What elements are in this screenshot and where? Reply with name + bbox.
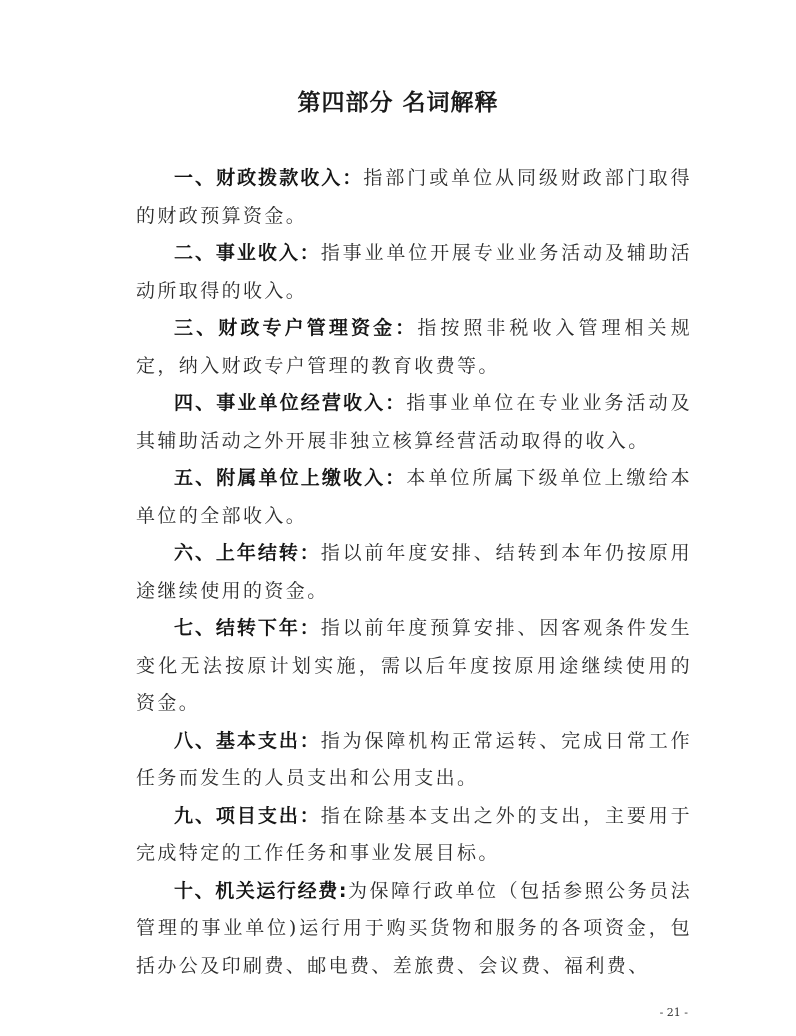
entry-definition: 指在除基本支出之外的支出，主要用于完成特定的工作任务和事业发展目标。 <box>136 804 692 864</box>
page-number: - 21 - <box>659 1006 688 1019</box>
entry-term: 三、财政专户管理资金： <box>174 317 418 339</box>
glossary-entry-10 <box>136 873 692 986</box>
glossary-entry-6 <box>136 535 692 610</box>
glossary-entry-3 <box>136 310 692 385</box>
page-title: 第四部分 名词解释 <box>297 90 499 116</box>
glossary-entry-2 <box>136 235 692 310</box>
entry-definition: 本单位所属下级单位上缴给本单位的全部收入。 <box>136 467 692 527</box>
entry-definition: 指以前年度安排、结转到本年仍按原用途继续使用的资金。 <box>136 542 692 602</box>
entry-term: 六、上年结转： <box>174 542 321 564</box>
entry-definition: 指为保障机构正常运转、完成日常工作任务而发生的人员支出和公用支出。 <box>136 729 692 789</box>
glossary-entry-1 <box>136 160 692 235</box>
glossary-body <box>136 160 692 985</box>
entry-definition: 指按照非税收入管理相关规定，纳入财政专户管理的教育收费等。 <box>136 317 692 377</box>
glossary-entry-5 <box>136 460 692 535</box>
entry-definition: 指事业单位在专业业务活动及其辅助活动之外开展非独立核算经营活动取得的收入。 <box>136 392 692 452</box>
entry-definition: 指部门或单位从同级财政部门取得的财政预算资金。 <box>136 167 692 227</box>
entry-term: 七、结转下年： <box>174 617 321 639</box>
entry-definition: 指事业单位开展专业业务活动及辅助活动所取得的收入。 <box>136 242 692 302</box>
glossary-entry-7 <box>136 610 692 723</box>
glossary-entry-9 <box>136 798 692 873</box>
entry-term: 九、项目支出： <box>174 804 321 827</box>
entry-term: 八、基本支出： <box>174 729 321 752</box>
entry-term: 一、财政拨款收入： <box>174 167 364 189</box>
glossary-entry-8 <box>136 723 692 798</box>
entry-term: 五、附属单位上缴收入： <box>174 467 407 489</box>
entry-term: 四、事业单位经营收入： <box>174 392 407 414</box>
entry-definition: 为保障行政单位（包括参照公务员法管理的事业单位)运行用于购买货物和服务的各项资金，包括办公及印刷费、邮电费、差旅费、会议费、福利费、 <box>136 879 692 977</box>
entry-term: 十、机关运行经费: <box>174 879 348 902</box>
entry-term: 二、事业收入： <box>174 242 321 264</box>
glossary-entry-4 <box>136 385 692 460</box>
entry-definition: 指以前年度预算安排、因客观条件发生变化无法按原计划实施，需以后年度按原用途继续使用的资金。 <box>136 617 692 714</box>
